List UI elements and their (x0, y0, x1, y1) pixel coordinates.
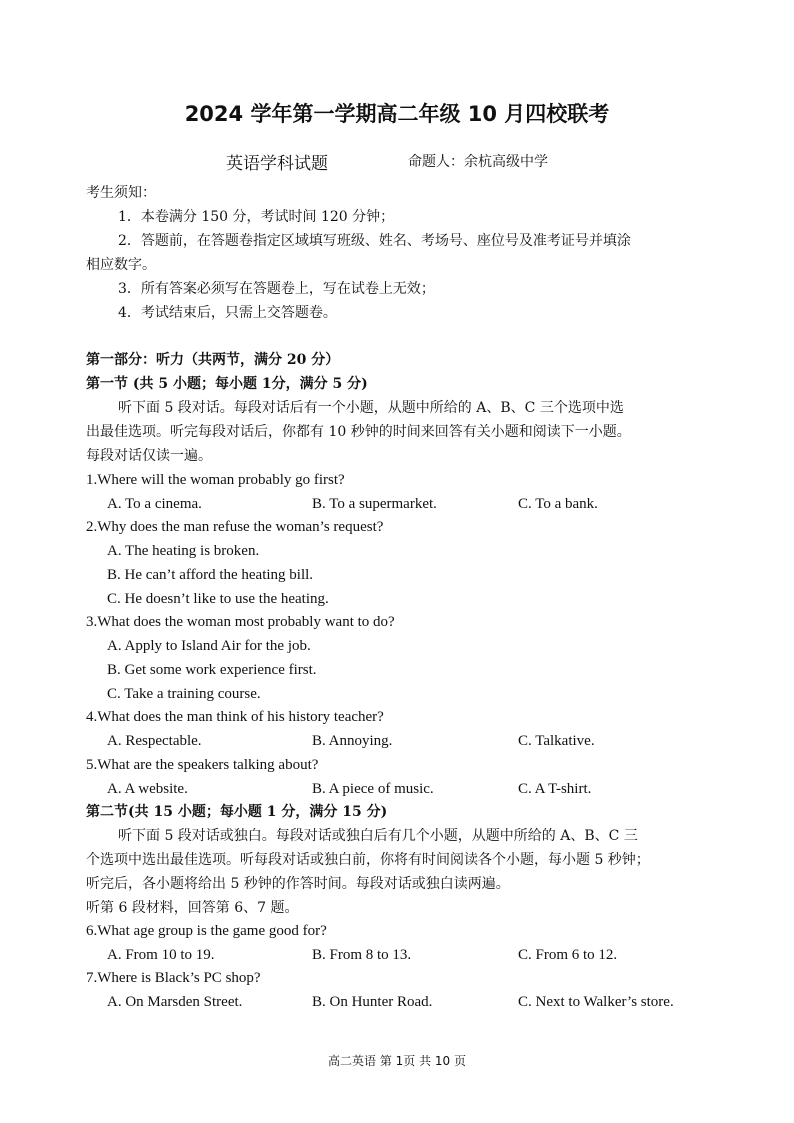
option-b: B. He can’t afford the heating bill. (107, 567, 314, 583)
section2-instruction: 听下面 5 段对话或独白。每段对话或独白后有几个小题，从题中所给的 A、B、C 三 (118, 828, 638, 844)
question-stem: 6.What age group is the game good for? (86, 923, 327, 939)
option-a: A. A website. (107, 781, 188, 797)
option-a: A. Apply to Island Air for the job. (107, 638, 311, 654)
section1-instruction: 听下面 5 段对话。每段对话后有一个小题，从题中所给的 A、B、C 三个选项中选 (118, 400, 624, 416)
section2-instruction: 个选项中选出最佳选项。听每段对话或独白前，你将有时间阅读各个小题，每小题 5 秒钟； (86, 852, 650, 868)
option-c: C. Talkative. (518, 733, 595, 749)
option-c: C. Take a training course. (107, 686, 261, 702)
author-line: 命题人：余杭高级中学 (408, 154, 548, 170)
option-c: C. A T-shirt. (518, 781, 592, 797)
page-footer: 高二英语 第 1页 共 10 页 (328, 1054, 466, 1068)
option-b: B. From 8 to 13. (312, 947, 412, 963)
section1-instruction: 每段对话仅读一遍。 (86, 448, 212, 464)
option-b: B. To a supermarket. (312, 496, 437, 512)
option-b: B. On Hunter Road. (312, 994, 433, 1010)
page-title: 2024 学年第一学期高二年级 10 月四校联考 (184, 102, 610, 126)
option-a: A. Respectable. (107, 733, 202, 749)
section1-heading: 第一节 (共 5 小题；每小题 1分，满分 5 分) (86, 376, 368, 392)
question-stem: 5.What are the speakers talking about? (86, 757, 319, 773)
notice-item: 3．所有答案必须写在答题卷上，写在试卷上无效； (118, 281, 435, 297)
notice-item: 1．本卷满分 150 分，考试时间 120 分钟； (118, 209, 395, 225)
question-stem: 3.What does the woman most probably want to do? (86, 614, 395, 630)
option-a: A. On Marsden Street. (107, 994, 243, 1010)
option-c: C. To a bank. (518, 496, 598, 512)
notice-item: 4．考试结束后，只需上交答题卷。 (118, 305, 337, 321)
option-c: C. Next to Walker’s store. (518, 994, 674, 1010)
notice-item: 相应数字。 (86, 257, 156, 273)
option-a: A. The heating is broken. (107, 543, 260, 559)
option-a: A. From 10 to 19. (107, 947, 215, 963)
question-stem: 7.Where is Black’s PC shop? (86, 970, 261, 986)
notice-heading: 考生须知： (86, 185, 156, 201)
section1-instruction: 出最佳选项。听完每段对话后，你都有 10 秒钟的时间来回答有关小题和阅读下一小题。 (86, 424, 631, 440)
material-note: 听第 6 段材料，回答第 6、7 题。 (86, 900, 299, 916)
option-b: B. A piece of music. (312, 781, 434, 797)
part1-heading: 第一部分：听力（共两节，满分 20 分） (86, 352, 340, 368)
option-b: B. Get some work experience first. (107, 662, 317, 678)
notice-item: 2．答题前，在答题卷指定区域填写班级、姓名、考场号、座位号及准考证号并填涂 (118, 233, 631, 249)
question-stem: 2.Why does the man refuse the woman’s request? (86, 519, 384, 535)
option-a: A. To a cinema. (107, 496, 202, 512)
option-b: B. Annoying. (312, 733, 393, 749)
section2-heading: 第二节(共 15 小题；每小题 1 分，满分 15 分) (86, 804, 388, 820)
option-c: C. He doesn’t like to use the heating. (107, 591, 329, 607)
question-stem: 1.Where will the woman probably go first? (86, 472, 345, 488)
section2-instruction: 听完后，各小题将给出 5 秒钟的作答时间。每段对话或独白读两遍。 (86, 876, 510, 892)
subject-title: 英语学科试题 (226, 154, 328, 174)
option-c: C. From 6 to 12. (518, 947, 618, 963)
question-stem: 4.What does the man think of his history teacher? (86, 709, 384, 725)
